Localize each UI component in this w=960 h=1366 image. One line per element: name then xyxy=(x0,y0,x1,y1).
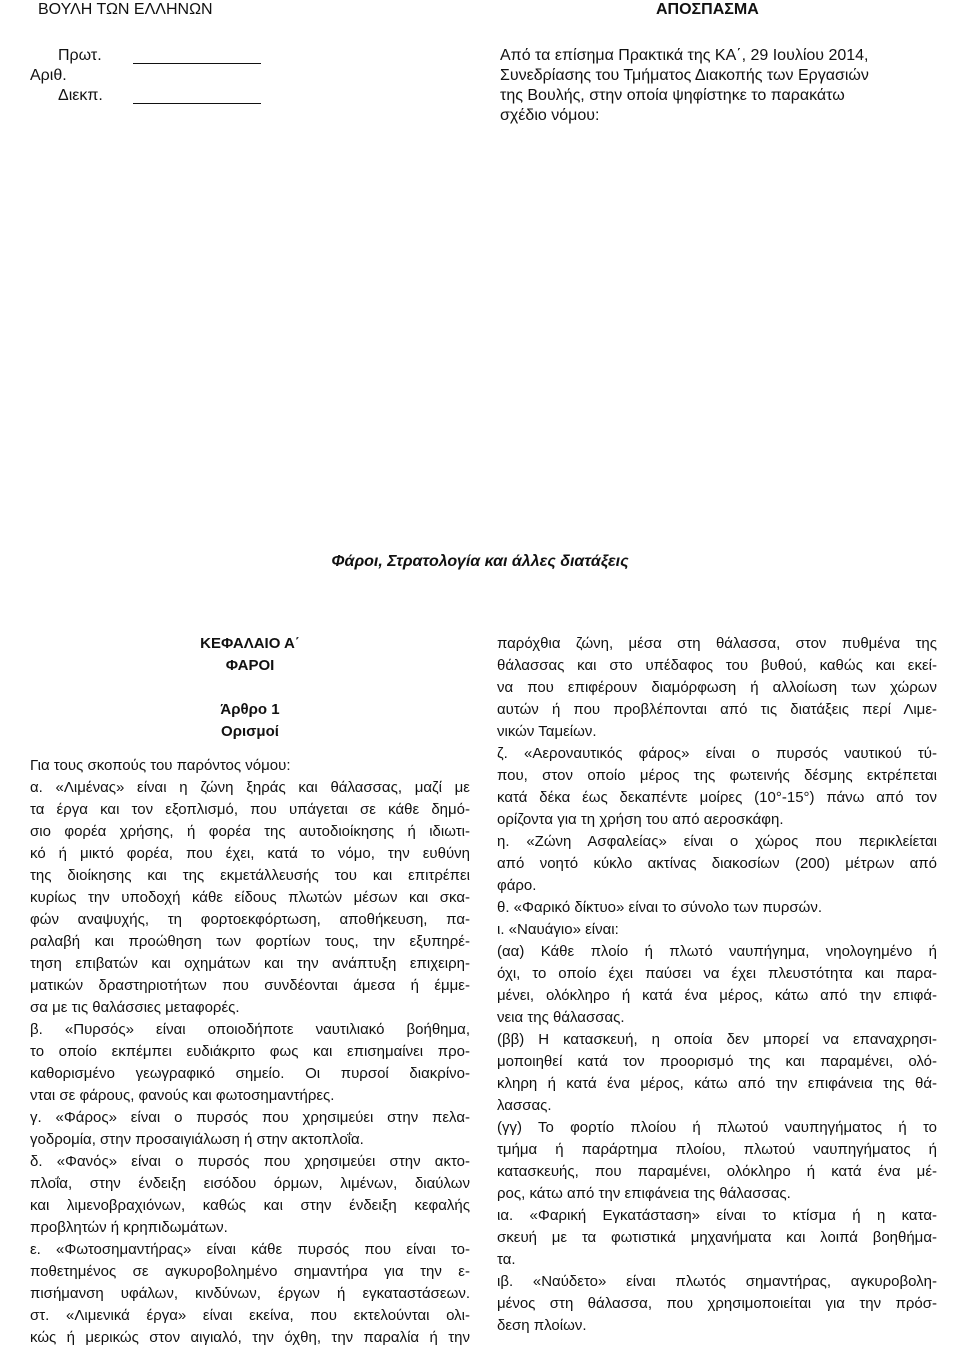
bill-subject: Φάροι, Στρατολογία και άλλες διατάξεις xyxy=(331,553,629,570)
text-line: νται σε φάρους, φανούς και φωτοσημαντήρες. xyxy=(30,1087,335,1104)
chapter-label: ΚΕΦΑΛΑΙΟ Α΄ xyxy=(200,635,300,652)
text-line: η. «Ζώνη Ασφαλείας» είναι ο χώρος που περικλείεται xyxy=(497,833,937,850)
left-column xyxy=(30,633,470,1349)
text-line: φών αναψυχής, τη φορτοεκφόρτωση, αποθήκευση, πα- xyxy=(30,911,470,928)
article-label: Άρθρο 1 xyxy=(220,701,280,718)
text-line: ια. «Φαρική Εγκατάσταση» είναι το κτίσμα ή η κατα- xyxy=(497,1207,937,1224)
extract-line: Συνεδρίασης του Τμήματος Διακοπής των Εργασιών xyxy=(500,67,869,84)
text-line: σιο φορέα χρήσης, ή φορέα της αυτοδιοίκησης ή ιδιωτι- xyxy=(30,823,470,840)
text-line: σκευή με τα φωτιστικά μηχανήματα και λοιπά βοηθήμα- xyxy=(497,1229,937,1246)
chapter-title: ΦΑΡΟΙ xyxy=(225,657,275,674)
text-line: ποθετημένος σε αγκυροβολημένο σημαντήρα για την ε- xyxy=(30,1263,470,1280)
text-line: (γγ) Το φορτίο πλοίου ή πλωτού ναυπηγήματος ή το xyxy=(497,1119,937,1136)
text-line: θ. «Φαρικό δίκτυο» είναι το σύνολο των πυρσών. xyxy=(497,899,823,916)
reference-block xyxy=(30,46,270,104)
text-line: ι. «Ναυάγιο» είναι: xyxy=(497,921,619,938)
protocol-blank-line xyxy=(133,63,261,64)
right-column xyxy=(497,633,937,1337)
text-line: (ββ) Η κατασκευή, η οποία δεν μπορεί να επαναχρησι- xyxy=(497,1031,937,1048)
text-line: (αα) Κάθε πλοίο ή πλωτό ναυπήγημα, νηολογημένο ή xyxy=(497,943,937,960)
organization-name: ΒΟΥΛΗ ΤΩΝ ΕΛΛΗΝΩΝ xyxy=(38,1,213,18)
article-title: Ορισμοί xyxy=(221,723,279,740)
text-line: κώς ή μερικώς στον αιγιαλό, την όχθη, την παραλία ή την xyxy=(30,1329,470,1346)
text-line: α. «Λιμένας» είναι η ζώνη ξηράς και θάλασσας, μαζί με xyxy=(30,779,470,796)
text-line: καθορισμένο γεωγραφικό σημείο. Οι πυρσοί διακρίνο- xyxy=(30,1065,470,1082)
text-line: τα. xyxy=(497,1251,516,1268)
text-line: γ. «Φάρος» είναι ο πυρσός που χρησιμεύει στην πελα- xyxy=(30,1109,470,1126)
text-line: όχι, το οποίο έχει παύσει να έχει πλευστότητα και παρα- xyxy=(497,965,937,982)
text-line: μένει, ολόκληρο ή κατά ένα μέρος, κάτω από την επιφά- xyxy=(497,987,937,1004)
text-line: να που επιφέρουν διαμόρφωση ή αλλοίωση των χώρων xyxy=(497,679,937,696)
text-line: β. «Πυρσός» είναι οποιοδήποτε ναυτιλιακό βοήθημα, xyxy=(30,1021,470,1038)
text-line: κό ή μικτό φορέα, που έχει, κατά το νόμο, την ευθύνη xyxy=(30,845,470,862)
text-line: κατά δέκα έως δεκαπέντε μοίρες (10°-15°) πάνω από τον xyxy=(497,789,937,806)
text-line: της διοίκησης και της εκμετάλλευσής του και επιτρέπει xyxy=(30,867,470,884)
text-line: πισήμανση υφάλων, κινδύνων, έργων ή εγκαταστάσεων. xyxy=(30,1285,470,1302)
text-line: τηση επιβατών και οχημάτων και την ανάπτυξη επιχειρη- xyxy=(30,955,470,972)
extract-line: Από τα επίσημα Πρακτικά της ΚΑ΄, 29 Ιουλίου 2014, xyxy=(500,47,869,64)
protocol-label: Πρωτ. xyxy=(58,47,102,64)
text-line: μοποιηθεί κατά τον προορισμό της και παραμένει, ολό- xyxy=(497,1053,937,1070)
extract-line: σχέδιο νόμου: xyxy=(500,107,600,124)
text-line: τμήμα ή παράρτημα πλοίου, πλωτού ναυπηγήματος ή xyxy=(497,1141,937,1158)
text-line: θάλασσας και στο υπέδαφος του βυθού, καθώς και εκεί- xyxy=(497,657,937,674)
article-text-left xyxy=(30,755,470,1349)
text-line: που, στον οποίο μέρος της φωτεινής δέσμης εκτρέπεται xyxy=(497,767,937,784)
division-blank-line xyxy=(133,103,261,104)
text-line: Για τους σκοπούς του παρόντος νόμου: xyxy=(30,757,291,774)
extract-statement xyxy=(500,46,930,126)
text-line: από νοητό κύκλο ακτίνας διακοσίων (200) μέτρων από xyxy=(497,855,937,872)
text-line: δεση πλοίων. xyxy=(497,1317,587,1334)
extract-line: της Βουλής, στην οποία ψηφίστηκε το παρακάτω xyxy=(500,87,845,104)
text-line: δ. «Φανός» είναι ο πυρσός που χρησιμεύει στην ακτο- xyxy=(30,1153,470,1170)
text-line: φάρο. xyxy=(497,877,537,894)
text-line: προβλητών ή κρηπιδωμάτων. xyxy=(30,1219,228,1236)
division-label: Διεκπ. xyxy=(58,87,103,104)
text-line: ορίζοντα για τη χρήση του από αεροσκάφη. xyxy=(497,811,784,828)
text-line: ρος, κάτω από την επιφάνεια της θάλασσας. xyxy=(497,1185,791,1202)
text-line: κυρίως την υποδοχή κάθε είδους πλωτών μέσων και σκα- xyxy=(30,889,470,906)
text-line: παρόχθια ζώνη, μέσα στη θάλασσα, στον πυθμένα της xyxy=(497,635,937,652)
text-line: κληρη ή κατά ένα μέρος, κάτω από την επιφάνεια της θά- xyxy=(497,1075,937,1092)
text-line: αυτών ή που προβλέπονται από τις διατάξεις περί Λιμε- xyxy=(497,701,937,718)
text-line: ζ. «Αεροναυτικός φάρος» είναι ο πυρσός ναυτικού τύ- xyxy=(497,745,937,762)
text-line: το οποίο εκπέμπει ευδιάκριτο φως και επισημαίνει προ- xyxy=(30,1043,470,1060)
text-line: κατασκευής, που παραμένει, ολόκληρο ή κατά ένα μέ- xyxy=(497,1163,937,1180)
text-line: νεια της θάλασσας. xyxy=(497,1009,625,1026)
text-line: στ. «Λιμενικά έργα» είναι εκείνα, που εκτελούνται ολι- xyxy=(30,1307,470,1324)
document-type: ΑΠΟΣΠΑΣΜΑ xyxy=(656,1,759,18)
text-line: ε. «Φωτοσημαντήρας» είναι κάθε πυρσός που είναι το- xyxy=(30,1241,470,1258)
text-line: ραλαβή και προώθηση των φορτίων τους, την εξυπηρέ- xyxy=(30,933,470,950)
number-label: Αριθ. xyxy=(30,67,67,84)
text-line: και λιμενοβραχιόνων, καθώς και στην ένδειξη κεφαλής xyxy=(30,1197,470,1214)
text-line: γοδρομία, στην προσαιγιάλωση ή στην ακτοπλοΐα. xyxy=(30,1131,364,1148)
text-line: μένος στη θάλασσα, που χρησιμοποιείται για την πρόσ- xyxy=(497,1295,937,1312)
text-line: σα με τις θαλάσσιες μεταφορές. xyxy=(30,999,240,1016)
text-line: ιβ. «Ναύδετο» είναι πλωτός σημαντήρας, αγκυροβολη- xyxy=(497,1273,937,1290)
text-line: τα έργα και τον εξοπλισμό, που υπάγεται σε κάθε δημό- xyxy=(30,801,470,818)
text-line: λασσας. xyxy=(497,1097,552,1114)
text-line: πλοΐα, στην ένδειξη εισόδου όρμων, λιμένων, διαύλων xyxy=(30,1175,470,1192)
text-line: νικών Ταμείων. xyxy=(497,723,597,740)
text-line: ματικών δραστηριοτήτων που συνδέονται άμεσα ή έμμε- xyxy=(30,977,470,994)
